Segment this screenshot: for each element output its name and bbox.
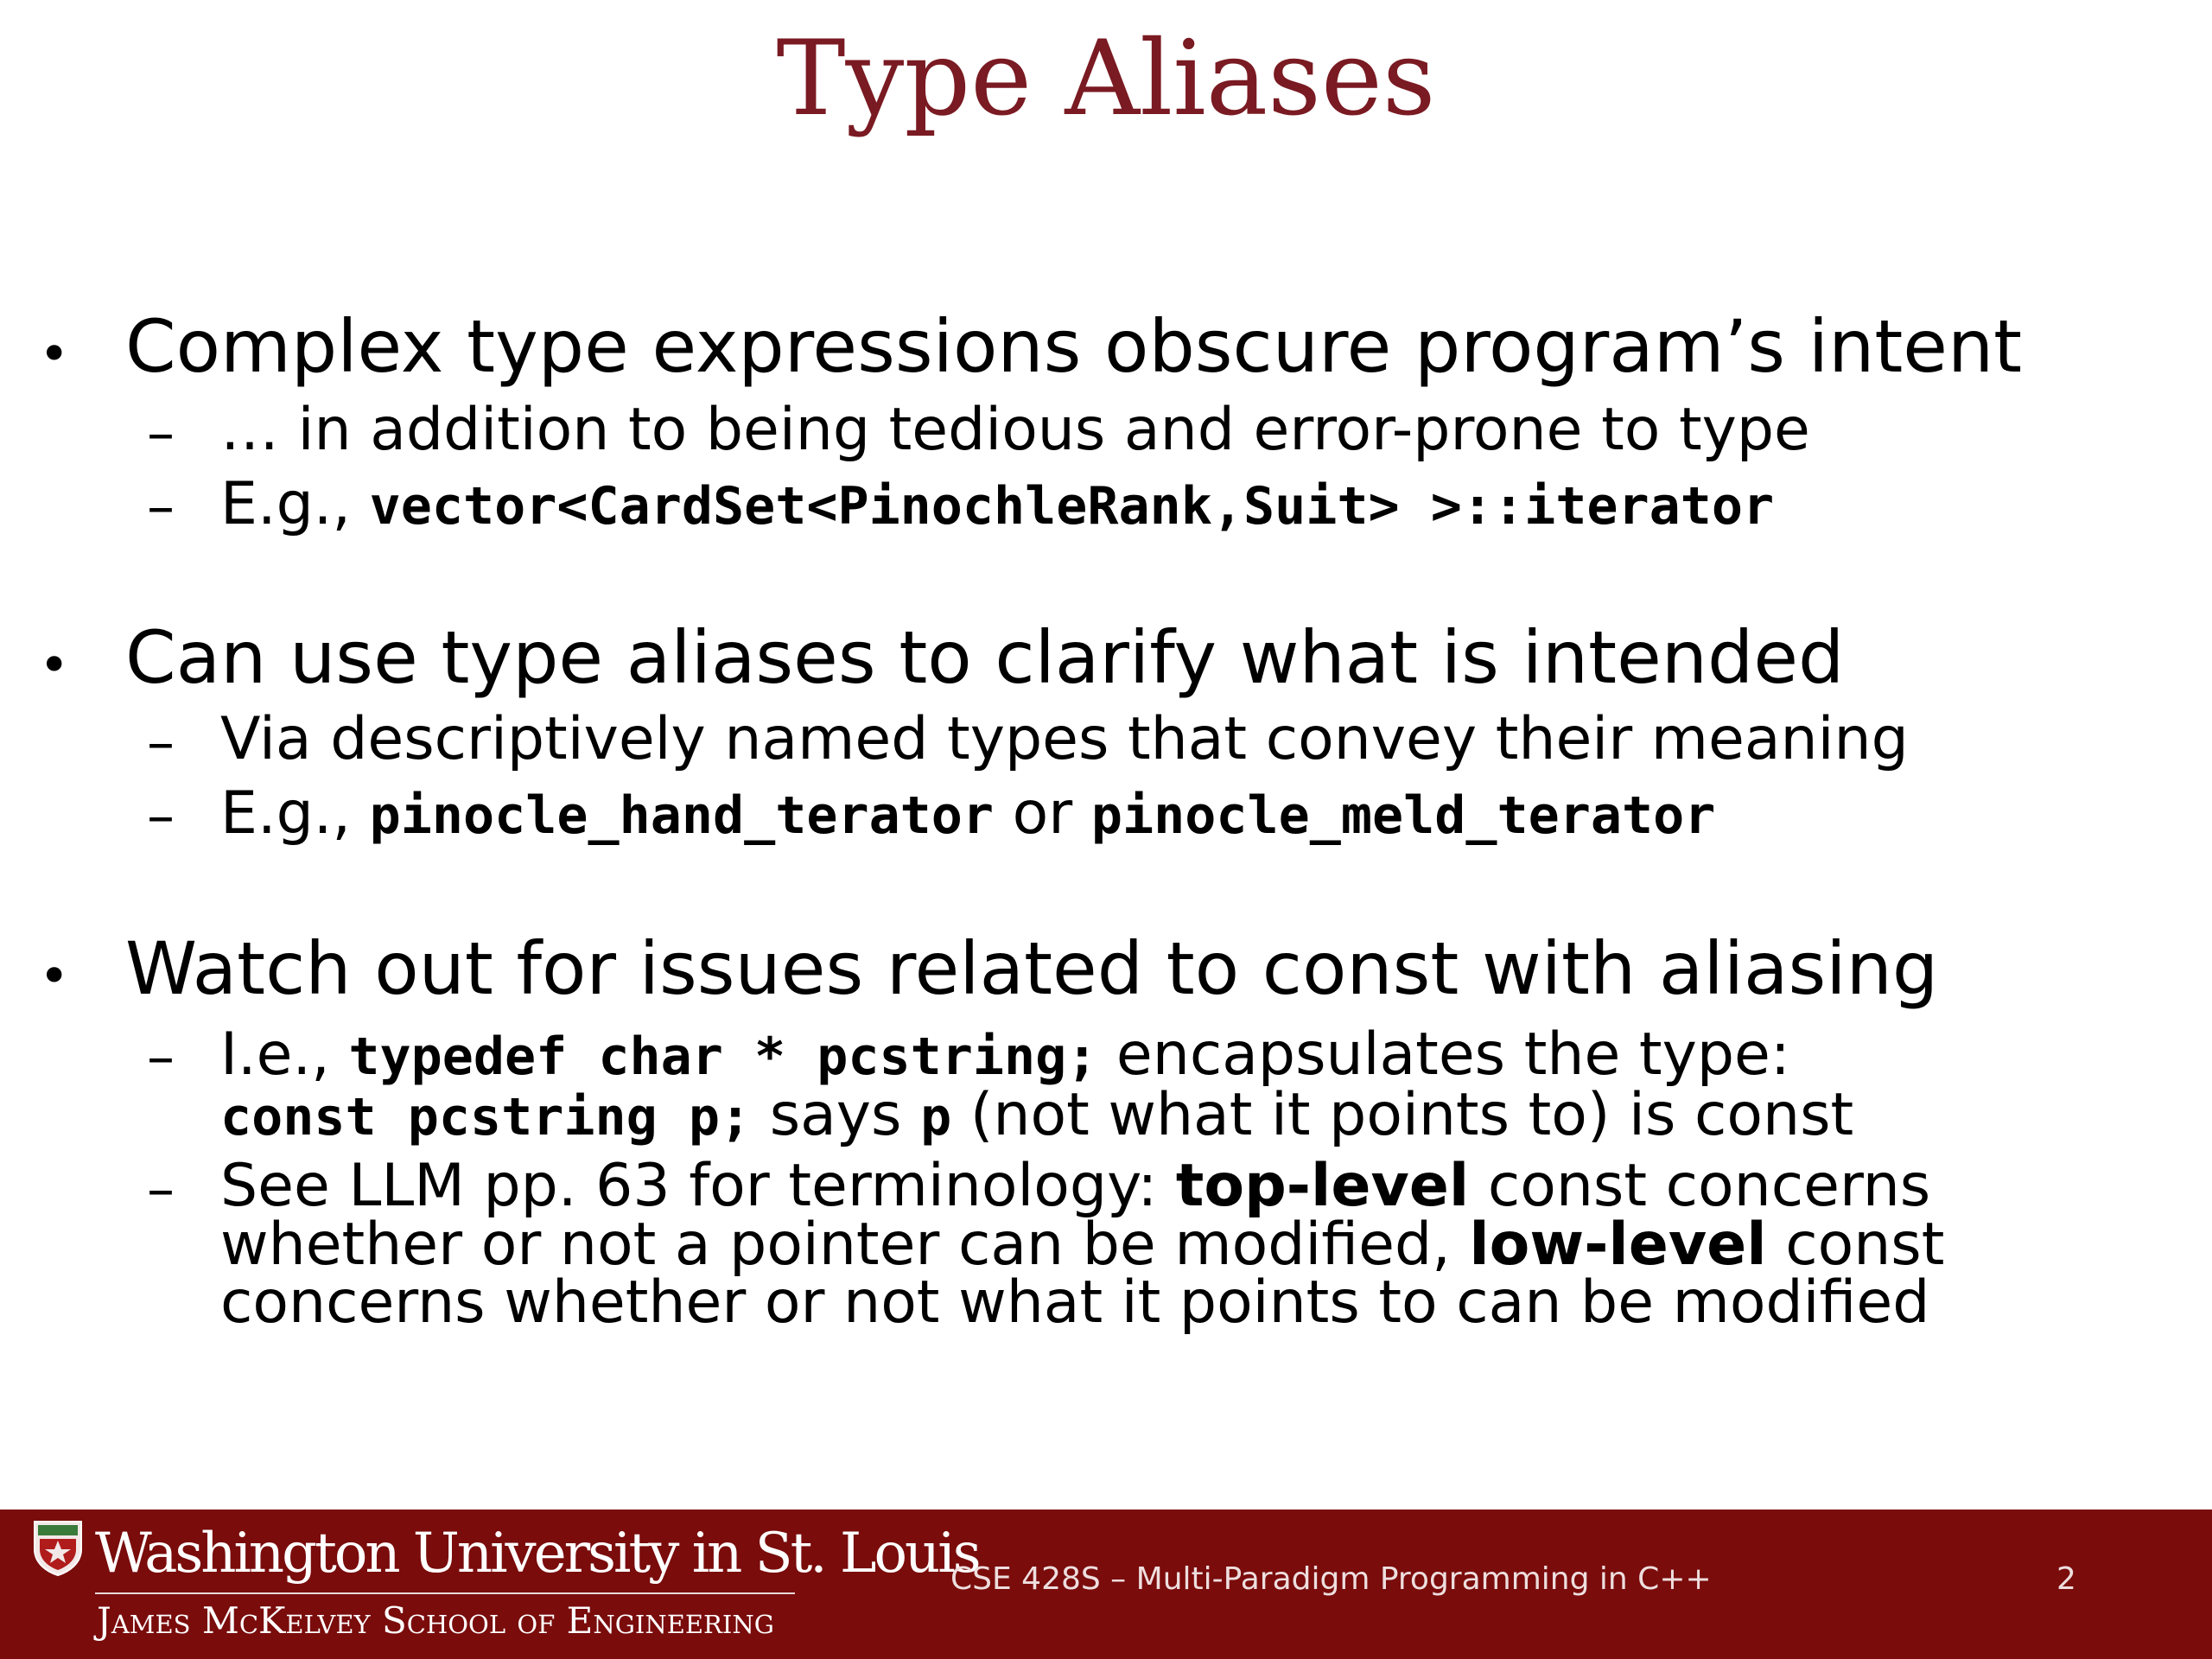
- bullet-3-sub-1-line-2: [220, 1081, 1854, 1149]
- const-explanation: (not what it points to) is const: [951, 1081, 1854, 1149]
- bullet-1: Complex type expressions obscure program’s intent: [125, 304, 2023, 389]
- dash-marker: –: [147, 1026, 175, 1090]
- code-typedef: typedef char * pcstring;: [348, 1027, 1098, 1087]
- code-p: p: [920, 1087, 952, 1147]
- bullet-2-sub-2: [220, 779, 1716, 848]
- pointer-text: whether or not a pointer can be modified,: [220, 1211, 1470, 1279]
- top-level-term: top-level: [1175, 1152, 1470, 1220]
- bullet-marker: •: [39, 946, 70, 1007]
- bullet-2-sub-1: Via descriptively named types that convey their meaning: [220, 705, 1909, 773]
- bullet-3-sub-2-line-2: [220, 1211, 1945, 1279]
- terminology-text: See LLM pp. 63 for terminology:: [220, 1152, 1176, 1220]
- slide-title: Type Aliases: [776, 19, 1436, 139]
- footer-bar: [0, 1510, 2212, 1659]
- eg-prefix: E.g.,: [220, 779, 370, 848]
- bullet-3: Watch out for issues related to const with aliasing: [125, 926, 1939, 1011]
- low-level-term: low-level: [1469, 1211, 1767, 1279]
- bullet-2: Can use type aliases to clarify what is intended: [125, 615, 1845, 700]
- university-wordmark: Washington University in St. Louis: [95, 1522, 979, 1586]
- code-meld-iterator: pinocle_meld_terator: [1090, 785, 1716, 846]
- ie-prefix: I.e.,: [220, 1020, 349, 1089]
- bullet-3-sub-2-line-1: [220, 1152, 1931, 1220]
- school-name: James McKelvey School of Engineering: [97, 1599, 774, 1642]
- page-number: 2: [2056, 1561, 2076, 1597]
- dash-marker: –: [147, 711, 175, 775]
- code-const-decl: const pcstring p;: [220, 1087, 752, 1147]
- bullet-marker: •: [39, 324, 70, 385]
- or-text: or: [994, 779, 1091, 848]
- concerns-text: const concerns: [1469, 1152, 1931, 1220]
- dash-marker: –: [147, 785, 175, 849]
- eg-prefix: E.g.,: [220, 470, 370, 538]
- dash-marker: –: [147, 402, 175, 466]
- university-shield-icon: [33, 1520, 83, 1577]
- bullet-3-sub-1-line-1: [220, 1020, 1790, 1089]
- dash-marker: –: [147, 1158, 175, 1222]
- code-iterator-type: vector<CardSet<PinochleRank,Suit> >::iterator: [369, 476, 1775, 537]
- bullet-3-sub-2-line-3: concerns whether or not what it points to can be modified: [220, 1268, 1930, 1337]
- wordmark-divider: [95, 1592, 795, 1594]
- course-name: CSE 428S – Multi-Paradigm Programming in C++: [950, 1561, 1712, 1597]
- bullet-1-sub-2: [220, 470, 1775, 538]
- says-text: says: [751, 1081, 921, 1149]
- bullet-1-sub-1: … in addition to being tedious and error-prone to type: [220, 396, 1810, 464]
- encapsulates-text: encapsulates the type:: [1097, 1020, 1790, 1089]
- code-hand-iterator: pinocle_hand_terator: [369, 785, 995, 846]
- const-text: const: [1766, 1211, 1945, 1279]
- bullet-marker: •: [39, 635, 70, 696]
- dash-marker: –: [147, 475, 175, 539]
